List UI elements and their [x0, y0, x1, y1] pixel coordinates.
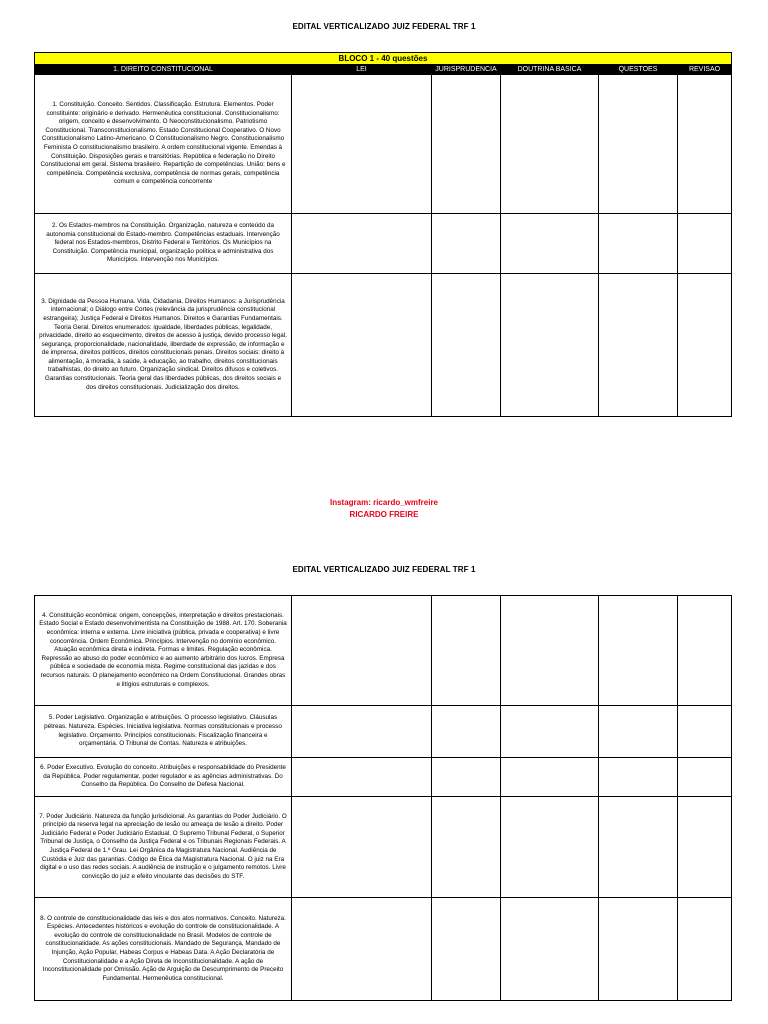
doutrina-cell[interactable] — [501, 214, 599, 274]
topic-cell: 3. Dignidade da Pessoa Humana. Vida. Cidadania. Direitos Humanos: a Jurisprudência internacional; o Diálogo entre Cortes (relevância da jurisprudência constitucional estrangeira); Justiça Federal e Direitos Humanos. Direitos e Garantias Fundamentais. Teoria Geral. Direitos enumerados: igualdade, liberdades públicas, legalidade, privacidade, direito ao esquecimento, direitos de acesso à justiça, devido processo legal, segurança, proporcionalidade, nacionalidade, liberdade de expressão, de informação e de imprensa, direitos políticos, direitos constitucionais penais. Direitos sociais: direito à alimentação, à moradia, à saúde, à educação, ao trabalho, direitos constitucionais trabalhistas, do direito ao futuro. Organização sindical. Direitos difusos e coletivos. Garantias constitucionais. Teoria geral das liberdades públicas, dos direitos sociais e dos direitos constitucionais. Judicialização dos direitos. — [35, 274, 292, 417]
topic-cell: 7. Poder Judiciário. Natureza da função jurisdicional. As garantias do Poder Judiciário. O princípio da reserva legal na apreciação de lesão ou ameaça de lesão a direito. Poder Judiciário Federal e Poder Judiciário Estadual. O Supremo Tribunal Federal, o Superior Tribunal de Justiça, o Conselho da Justiça Federal e os Tribunais Regionais Federais. A Justiça Federal de 1.º Grau. Lei Orgânica da Magistratura Nacional. Audiência de Custódia e Juiz das garantias. Código de Ética da Magistratura Nacional. O juiz na Era digital e o uso das redes sociais. A audiência de instrução e o julgamento remotos. Livre convicção do juiz e efeito vinculante das decisões do STF. — [35, 797, 292, 898]
questoes-cell[interactable] — [599, 797, 678, 898]
table-row — [35, 75, 732, 214]
table-row — [35, 706, 732, 758]
doutrina-cell[interactable] — [501, 758, 599, 797]
questoes-cell[interactable] — [599, 75, 678, 214]
revisao-cell[interactable] — [678, 214, 732, 274]
header-revisao: REVISAO — [678, 65, 732, 75]
study-table-1 — [34, 52, 732, 417]
lei-cell[interactable] — [292, 75, 432, 214]
revisao-cell[interactable] — [678, 75, 732, 214]
lei-cell[interactable] — [292, 596, 432, 706]
revisao-cell[interactable] — [678, 758, 732, 797]
jurisprudencia-cell[interactable] — [432, 797, 501, 898]
lei-cell[interactable] — [292, 758, 432, 797]
header-jurisprudencia: JURISPRUDENCIA — [432, 65, 501, 75]
jurisprudencia-cell[interactable] — [432, 274, 501, 417]
questoes-cell[interactable] — [599, 214, 678, 274]
revisao-cell[interactable] — [678, 596, 732, 706]
instagram-credit: Instagram: ricardo_wmfreire — [329, 498, 439, 507]
lei-cell[interactable] — [292, 898, 432, 1001]
table-row — [35, 274, 732, 417]
doutrina-cell[interactable] — [501, 706, 599, 758]
doutrina-cell[interactable] — [501, 898, 599, 1001]
questoes-cell[interactable] — [599, 758, 678, 797]
topic-cell: 2. Os Estados-membros na Constituição. Organização, natureza e conteúdo da autonomia constitucional do Estado-membro. Competências estaduais. Intervenção federal nos Estados-membros, Distrito Federal e Territórios. Os Municípios na Constituição. Competência municipal, organização política e administrativa dos Municípios. Intervenção nos Municípios. — [35, 214, 292, 274]
questoes-cell[interactable] — [599, 898, 678, 1001]
header-row — [35, 65, 732, 75]
jurisprudencia-cell[interactable] — [432, 214, 501, 274]
questoes-cell[interactable] — [599, 596, 678, 706]
page-title: EDITAL VERTICALIZADO JUIZ FEDERAL TRF 1 — [292, 22, 476, 31]
revisao-cell[interactable] — [678, 274, 732, 417]
doutrina-cell[interactable] — [501, 274, 599, 417]
questoes-cell[interactable] — [599, 706, 678, 758]
table-row — [35, 758, 732, 797]
jurisprudencia-cell[interactable] — [432, 898, 501, 1001]
header-subject: 1. DIREITO CONSTITUCIONAL — [35, 65, 292, 75]
author-name: RICARDO FREIRE — [349, 510, 419, 519]
table-row — [35, 214, 732, 274]
study-table-2 — [34, 595, 732, 1001]
topic-cell: 4. Constituição econômica: origem, concepções, interpretação e direitos prestacionais. Estado Social e Estado desenvolvimentista na Constituição de 1988. Art. 170. Soberania econômica: interna e externa. Livre iniciativa (pública, privada e cooperativa) e livre concorrência. Ordem Econômica. Princípios. Intervenção no domínio econômico. Atuação econômica direta e indireta. Formas e limites. Regulação econômica. Repressão ao abuso do poder econômico e ao aumento arbitrário dos lucros. Empresa pública e sociedade de economia mista. Regime constitucional das jazidas e dos recursos naturais. O planejamento econômico na Ordem Constitucional. Grandes obras e litígios estruturais e complexos. — [35, 596, 292, 706]
jurisprudencia-cell[interactable] — [432, 75, 501, 214]
lei-cell[interactable] — [292, 274, 432, 417]
lei-cell[interactable] — [292, 797, 432, 898]
lei-cell[interactable] — [292, 706, 432, 758]
topic-cell: 8. O controle de constitucionalidade das leis e dos atos normativos. Conceito. Natureza. Espécies. Antecedentes históricos e evolução do controle de constitucionalidade. A evolução do controle de constitucionalidade no Brasil. Modelos de controle de constitucionalidade. As ações constitucionais. Mandado de Segurança, Mandado de Injunção, Ação Popular, Habeas Corpus e Habeas Data. A Ação Declaratória de Constitucionalidade e a Ação Direta de Inconstitucionalidade. A ação de Inconstitucionalidade por Omissão. Ação de Arguição de Descumprimento de Preceito Fundamental. Hermenêutica constitucional. — [35, 898, 292, 1001]
jurisprudencia-cell[interactable] — [432, 706, 501, 758]
lei-cell[interactable] — [292, 214, 432, 274]
jurisprudencia-cell[interactable] — [432, 596, 501, 706]
jurisprudencia-cell[interactable] — [432, 758, 501, 797]
revisao-cell[interactable] — [678, 797, 732, 898]
doutrina-cell[interactable] — [501, 75, 599, 214]
table-row — [35, 797, 732, 898]
bloco-row — [35, 53, 732, 65]
doutrina-cell[interactable] — [501, 596, 599, 706]
table-row — [35, 596, 732, 706]
topic-cell: 5. Poder Legislativo. Organização e atribuições. O processo legislativo. Cláusulas pétreas. Natureza. Espécies. Iniciativa legislativa. Normas constitucionais e processo legislativo. Orçamento. Princípios constitucionais. Fiscalização financeira e orçamentária. O Tribunal de Contas. Natureza e atribuições. — [35, 706, 292, 758]
header-doutrina: DOUTRINA BASICA — [501, 65, 599, 75]
header-lei: LEI — [292, 65, 432, 75]
page-title-2: EDITAL VERTICALIZADO JUIZ FEDERAL TRF 1 — [292, 565, 476, 574]
bloco-label: BLOCO 1 - 40 questões — [35, 53, 732, 65]
topic-cell: 6. Poder Executivo. Evolução do conceito. Atribuições e responsabilidade do Presidente da República. Poder regulamentar, poder regulador e as agências administrativas. Do Conselho da República. Do Conselho de Defesa Nacional. — [35, 758, 292, 797]
revisao-cell[interactable] — [678, 706, 732, 758]
doutrina-cell[interactable] — [501, 797, 599, 898]
topic-cell: 1. Constituição. Conceito. Sentidos. Classificação. Estrutura. Elementos. Poder constituinte: originário e derivado. Hermenêutica constitucional. Constitucionalismo: origem, conceito e desenvolvimento. O Neoconstitucionalismo. Patriotismo Constitucional. Transconstitucionalismo. Estado Constitucional Cooperativo. O Novo Constitucionalismo Latino-Americano. O Constitucionalismo Negro. Constitucionalismo Feminista O constitucionalismo brasileiro. A ordem constitucional vigente. Emendas à Constituição. Disposições gerais e transitórias. República e federação no Direito Constitucional em geral. Sistema brasileiro. Repartição de competências. União: bens e competência. Competência exclusiva, competência de normas gerais, competência comum e competência concorrente — [35, 75, 292, 214]
header-questoes: QUESTOES — [599, 65, 678, 75]
table-row — [35, 898, 732, 1001]
questoes-cell[interactable] — [599, 274, 678, 417]
revisao-cell[interactable] — [678, 898, 732, 1001]
